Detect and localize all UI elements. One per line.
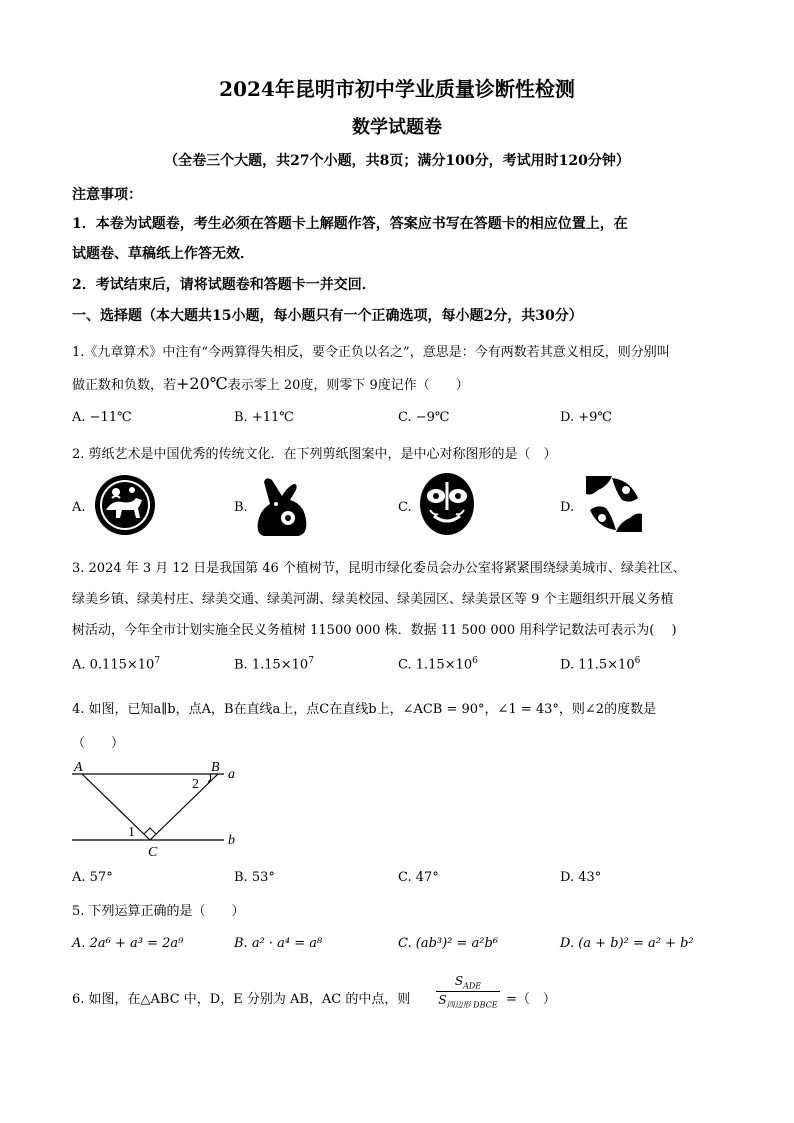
- q4-option-d: D. 43°: [560, 870, 602, 885]
- label-c-point: C: [148, 845, 158, 860]
- q2-option-b: B.: [234, 500, 248, 515]
- label-a-point: A: [74, 760, 83, 775]
- q4-geometry-figure: [70, 758, 250, 866]
- q6-stem: 6. 如图，在△ABC 中，D，E 分别为 AB，AC 的中点，则: [72, 992, 411, 1007]
- notes-heading: 注意事项：: [72, 187, 142, 203]
- right-angle-mark: [144, 828, 156, 834]
- q5-option-c: C. (ab³)² = a²b⁶: [398, 936, 499, 951]
- papercut-ox-image: [94, 474, 156, 540]
- q3-line3: 树活动，今年全市计划实施全民义务植树 11500 000 株．数据 11 500 000 用科学记数法可表示为( ): [72, 623, 677, 638]
- q2-stem: 2. 剪纸艺术是中国优秀的传统文化．在下列剪纸图案中，是中心对称图形的是（ ）: [72, 447, 557, 462]
- q3-option-c: C. $1.15\times 10^6$: [398, 656, 478, 673]
- q6-tail: =（ ）: [506, 992, 556, 1007]
- q1-option-a: A. −11℃: [72, 410, 132, 425]
- page-subtitle: 数学试题卷: [352, 117, 442, 138]
- q3-option-b: B. $1.15\times 10^7$: [234, 656, 314, 673]
- q1-option-c: C. −9℃: [398, 410, 450, 425]
- q3-line2: 绿美乡镇、绿美村庄、绿美交通、绿美河湖、绿美校园、绿美园区、绿美景区等 9 个主题组织开展义务植: [72, 592, 674, 607]
- q4-option-a: A. 57°: [72, 870, 113, 885]
- q4-option-c: C. 47°: [398, 870, 439, 885]
- label-line-b: b: [228, 833, 235, 848]
- q5-option-a: A. 2a⁶ + a³ = 2a⁹: [72, 936, 184, 951]
- label-angle-1: 1: [128, 825, 135, 840]
- q1-option-b: B. +11℃: [234, 410, 294, 425]
- q4-line2: （ ）: [72, 736, 125, 751]
- q1-line1: 1.《九章算术》中注有“今两算得失相反，要令正负以名之”，意思是：今有两数若其意义相反，则分别叫: [72, 345, 670, 360]
- q2-option-a: A.: [72, 500, 86, 515]
- q5-stem: 5. 下列运算正确的是（ ）: [72, 904, 245, 919]
- segment-ac: [82, 774, 150, 840]
- papercut-rabbit-image: [254, 474, 314, 540]
- q1-option-d: D. +9℃: [560, 410, 612, 425]
- label-b-point: B: [211, 760, 220, 775]
- q4-option-b: B. 53°: [234, 870, 275, 885]
- q2-option-c: C.: [398, 500, 412, 515]
- label-line-a: a: [228, 767, 235, 782]
- q5-option-b: B. a² · a⁴ = a⁸: [234, 936, 323, 951]
- page-title: 2024年昆明市初中学业质量诊断性检测: [219, 77, 575, 101]
- q2-option-d: D.: [560, 500, 575, 515]
- q3-line1: 3. 2024 年 3 月 12 日是我国第 46 个植树节，昆明市绿化委员会办公室将紧紧围绕绿美城市、绿美社区、: [72, 561, 686, 576]
- q1-line2: 做正数和负数，若+20℃表示零上 20度，则零下 9度记作（ ）: [72, 374, 469, 393]
- q3-option-d: D. $11.5\times 10^6$: [560, 656, 641, 673]
- exam-info: （全卷三个大题，共27个小题，共8页；满分100分，考试用时120分钟）: [164, 153, 630, 169]
- papercut-flower-image: [582, 472, 646, 540]
- section-1-heading: 一、选择题（本大题共15小题，每小题只有一个正确选项，每小题2分，共30分）: [72, 308, 583, 324]
- note-1a: 1．本卷为试题卷，考生必须在答题卡上解题作答，答案应书写在答题卡的相应位置上，在: [72, 216, 628, 232]
- segment-bc: [150, 774, 218, 840]
- q5-option-d: D. (a + b)² = a² + b²: [560, 936, 694, 951]
- note-2: 2．考试结束后，请将试题卷和答题卡一并交回．: [72, 277, 376, 293]
- q4-line1: 4. 如图，已知a∥b，点A，B在直线a上，点C在直线b上，∠ACB = 90°，∠1 = 43°，则∠2的度数是: [72, 702, 657, 717]
- note-1b: 试题卷、草稿纸上作答无效．: [72, 246, 254, 262]
- q6-fraction: $S_{ADE}$ $S_{四边形 DBCE}$: [436, 974, 500, 1011]
- q3-option-a: A. $0.115\times 10^7$: [72, 656, 161, 673]
- label-angle-2: 2: [192, 777, 199, 792]
- papercut-mask-image: [418, 472, 476, 540]
